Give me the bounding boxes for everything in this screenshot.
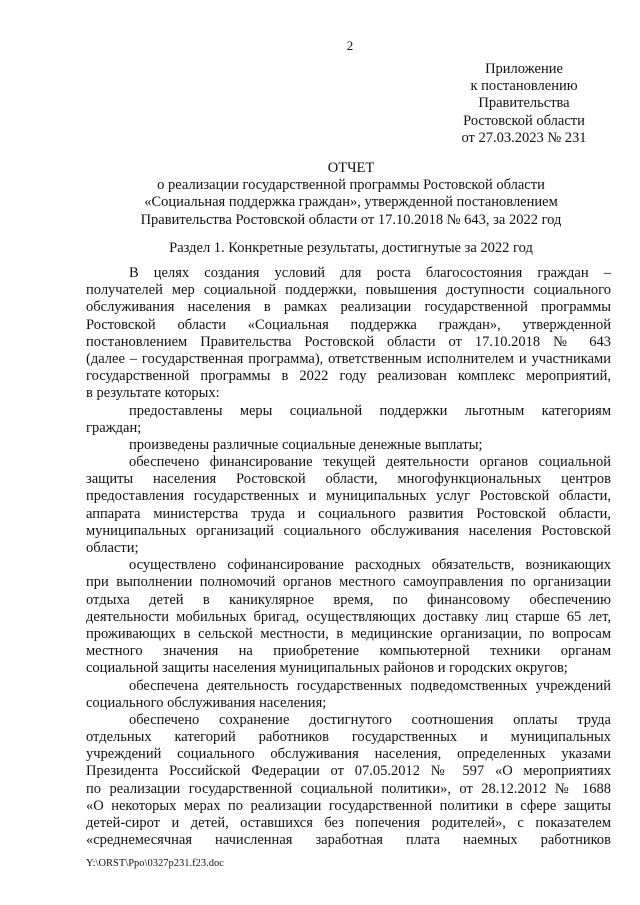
body-line: муниципальных организаций социального обслуживания населения Ростовской [86, 522, 611, 539]
body-line: отдельных категорий работников государственных и муниципальных [86, 729, 611, 746]
body-line: защиты населения Ростовской области, многофункциональных центров [86, 471, 611, 488]
report-subtitle-line: «Социальная поддержка граждан», утвержденной постановлением [144, 194, 558, 211]
report-subtitle-line: о реализации государственной программы Ростовской области [157, 177, 545, 194]
body-line: «среднемесячная начисленная заработная плата наемных работников [86, 832, 611, 849]
body-line: (далее – государственная программа), ответственным исполнителем и участниками [86, 350, 611, 367]
appendix-line: Правительства [478, 95, 570, 112]
appendix-line: от 27.03.2023 № 231 [461, 129, 587, 146]
body-line: получателей мер социальной поддержки, повышения доступности социального [86, 282, 611, 299]
body-line: местного значения на приобретение компьютерной техники органам [86, 643, 611, 660]
body-line: постановлением Правительства Ростовской области от 17.10.2018 № 643 [86, 333, 611, 350]
body-line: детей-сирот и детей, оставшихся без попечения родителей», с показателем [86, 815, 611, 831]
body-line: проживающих в сельской местности, в медицинские организации, по вопросам [86, 625, 611, 642]
body-line: «О некоторых мерах по реализации государственной политики в сфере защиты [86, 797, 611, 814]
report-subtitle-line: Правительства Ростовской области от 17.10.2018 № 643, за 2022 год [140, 211, 562, 228]
body-line: В целях создания условий для роста благосостояния граждан – [129, 265, 611, 281]
body-line: осуществлено софинансирование расходных обязательств, возникающих [129, 557, 611, 574]
body-line: Президента Российской Федерации от 07.05.2012 № 597 «О мероприятиях [86, 763, 611, 780]
body-line: предоставлены меры социальной поддержки льготным категориям [129, 402, 611, 419]
body-line: аппарата министерства труда и социального развития Ростовской области, [86, 505, 611, 522]
body-line: обеспечено финансирование текущей деятельности органов социальной [129, 454, 611, 471]
report-title-block [86, 160, 616, 229]
body-line: при выполнении полномочий органов местного самоуправления по организации [86, 574, 611, 591]
footer-file-path: Y:\ORST\Ppo\0327p231.f23.doc [86, 858, 224, 869]
body-line: Ростовской области «Социальная поддержка граждан», утвержденной [86, 316, 611, 333]
body-text [86, 265, 611, 849]
appendix-block [428, 61, 620, 147]
body-line: государственной программы в 2022 году реализован комплекс мероприятий, [86, 368, 611, 385]
body-line: деятельности мобильных бригад, осуществляющих доставку лиц старше 65 лет, [86, 608, 611, 625]
body-line: предоставления государственных и муниципальных услуг Ростовской области, [86, 488, 611, 505]
body-line: в результате которых: [86, 385, 220, 402]
body-line: обеспечена деятельность государственных подведомственных учреждений [129, 677, 611, 694]
body-line: социальной защиты населения муниципальных районов и городских округов; [86, 660, 568, 677]
report-title: ОТЧЕТ [327, 160, 375, 176]
appendix-line: к постановлению [470, 78, 578, 95]
appendix-line: Ростовской области [463, 112, 585, 129]
body-line: граждан; [86, 419, 142, 436]
body-line: учреждений социального обслуживания населения, определенных указами [86, 746, 611, 763]
body-line: произведены различные социальные денежные выплаты; [129, 436, 483, 453]
body-line: области; [86, 540, 139, 556]
section-heading: Раздел 1. Конкретные результаты, достигнутые за 2022 год [169, 240, 533, 256]
body-line: обслуживания населения в рамках реализации государственной программы [86, 299, 611, 316]
body-line: отдыха детей в каникулярное время, по финансовому обеспечению [86, 591, 611, 608]
page-number: 2 [346, 38, 354, 53]
body-line: социального обслуживания населения; [86, 694, 327, 711]
appendix-line: Приложение [485, 61, 563, 77]
body-line: по реализации государственной социальной политики», от 28.12.2012 № 1688 [86, 780, 611, 797]
body-line: обеспечено сохранение достигнутого соотношения оплаты труда [129, 711, 611, 728]
